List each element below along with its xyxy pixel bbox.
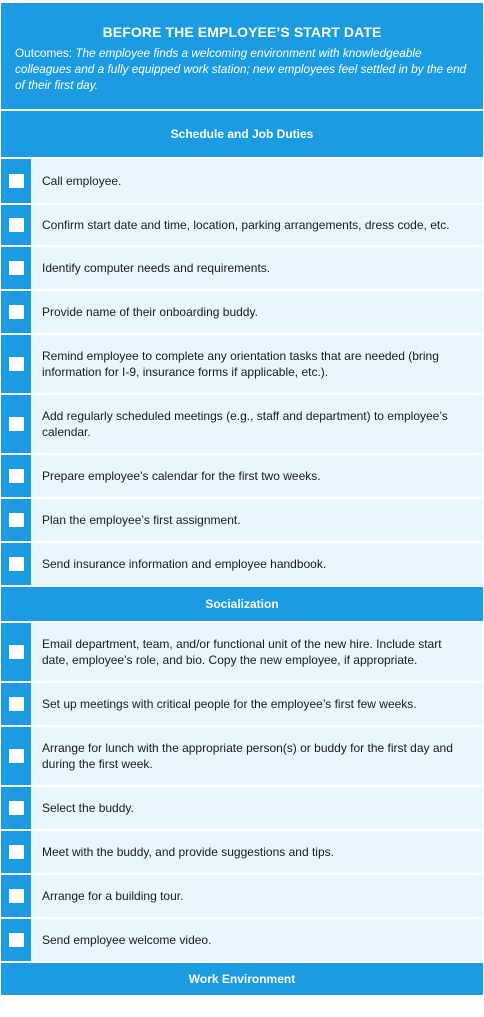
- checkbox-cell: [1, 247, 31, 289]
- checklist-sections: [1, 111, 483, 997]
- item-label: Call employee.: [42, 174, 122, 188]
- checklist-document: [1, 0, 483, 997]
- item-label: Provide name of their onboarding buddy.: [42, 305, 258, 319]
- item-text-cell: [31, 395, 483, 453]
- item-text-cell: [31, 205, 483, 245]
- checkbox-cell: [1, 455, 31, 497]
- item-label: Arrange for a building tour.: [42, 889, 184, 903]
- item-label: Remind employee to complete any orientation tasks that are needed (bring information for I-9, insurance forms if applicable, etc.).: [42, 349, 439, 379]
- item-text-cell: [31, 831, 483, 873]
- checkbox-cell: [1, 335, 31, 393]
- item-label: Set up meetings with critical people for the employee’s first few weeks.: [42, 697, 417, 711]
- checkbox-cell: [1, 395, 31, 453]
- checkbox-cell: [1, 831, 31, 873]
- checkbox[interactable]: [9, 513, 24, 527]
- item-text-cell: [31, 159, 483, 203]
- item-label: Confirm start date and time, location, parking arrangements, dress code, etc.: [42, 218, 450, 232]
- item-text-cell: [31, 875, 483, 917]
- outcomes-statement: [15, 45, 469, 93]
- item-label: Prepare employee’s calendar for the first two weeks.: [42, 469, 321, 483]
- checkbox-cell: [1, 875, 31, 917]
- checklist-item: [1, 683, 483, 727]
- checkbox[interactable]: [9, 889, 24, 903]
- item-text-cell: [31, 291, 483, 333]
- checklist-header: [1, 3, 483, 111]
- item-text-cell: [31, 727, 483, 785]
- checkbox-cell: [1, 159, 31, 203]
- section-header-socialization: Socialization: [1, 587, 483, 623]
- checklist-item: [1, 543, 483, 587]
- outcomes-text: The employee finds a welcoming environment with knowledgeable colleagues and a fully equipped work station; new employees feel settled in by the end of their first day.: [15, 46, 467, 92]
- checkbox[interactable]: [9, 357, 24, 371]
- item-label: Select the buddy.: [42, 801, 134, 815]
- checkbox[interactable]: [9, 218, 24, 232]
- item-text-cell: [31, 247, 483, 289]
- item-text-cell: [31, 499, 483, 541]
- checkbox-cell: [1, 291, 31, 333]
- checkbox-cell: [1, 543, 31, 585]
- checkbox[interactable]: [9, 645, 24, 659]
- checklist-item: [1, 831, 483, 875]
- checklist-item: [1, 787, 483, 831]
- item-label: Add regularly scheduled meetings (e.g., staff and department) to employee’s calendar.: [42, 409, 448, 439]
- checklist-item: [1, 455, 483, 499]
- item-text-cell: [31, 543, 483, 585]
- section-header-schedule-and-job-duties: Schedule and Job Duties: [1, 111, 483, 159]
- outcomes-label: Outcomes:: [15, 46, 76, 60]
- checkbox[interactable]: [9, 469, 24, 483]
- item-label: Send insurance information and employee handbook.: [42, 557, 327, 571]
- checkbox[interactable]: [9, 261, 24, 275]
- checkbox-cell: [1, 623, 31, 681]
- checkbox-cell: [1, 787, 31, 829]
- checklist-item: [1, 159, 483, 205]
- item-label: Send employee welcome video.: [42, 933, 212, 947]
- checkbox[interactable]: [9, 697, 24, 711]
- item-label: Plan the employee’s first assignment.: [42, 513, 241, 527]
- checkbox[interactable]: [9, 174, 24, 188]
- checkbox-cell: [1, 919, 31, 961]
- item-text-cell: [31, 335, 483, 393]
- item-text-cell: [31, 683, 483, 725]
- checkbox[interactable]: [9, 749, 24, 763]
- checklist-item: [1, 875, 483, 919]
- checkbox[interactable]: [9, 305, 24, 319]
- checklist-item: [1, 499, 483, 543]
- item-label: Arrange for lunch with the appropriate person(s) or buddy for the first day and during the first week.: [42, 741, 453, 771]
- item-text-cell: [31, 919, 483, 961]
- checklist-item: [1, 623, 483, 683]
- checkbox-cell: [1, 727, 31, 785]
- item-text-cell: [31, 787, 483, 829]
- checklist-item: [1, 335, 483, 395]
- checklist-item: [1, 395, 483, 455]
- checklist-item: [1, 247, 483, 291]
- checkbox-cell: [1, 205, 31, 245]
- item-text-cell: [31, 623, 483, 681]
- checklist-item: [1, 919, 483, 963]
- item-label: Email department, team, and/or functional unit of the new hire. Include start date, employee’s role, and bio. Copy the new employee, if appropriate.: [42, 637, 442, 667]
- checkbox-cell: [1, 683, 31, 725]
- item-label: Meet with the buddy, and provide suggestions and tips.: [42, 845, 334, 859]
- checklist-item: [1, 205, 483, 247]
- checklist-item: [1, 291, 483, 335]
- checkbox[interactable]: [9, 557, 24, 571]
- checkbox[interactable]: [9, 933, 24, 947]
- checkbox[interactable]: [9, 417, 24, 431]
- checkbox[interactable]: [9, 845, 24, 859]
- section-header-work-environment: Work Environment: [1, 963, 483, 997]
- item-text-cell: [31, 455, 483, 497]
- item-label: Identify computer needs and requirements.: [42, 261, 271, 275]
- checkbox[interactable]: [9, 801, 24, 815]
- checkbox-cell: [1, 499, 31, 541]
- page-title: BEFORE THE EMPLOYEE’S START DATE: [102, 24, 382, 40]
- checklist-item: [1, 727, 483, 787]
